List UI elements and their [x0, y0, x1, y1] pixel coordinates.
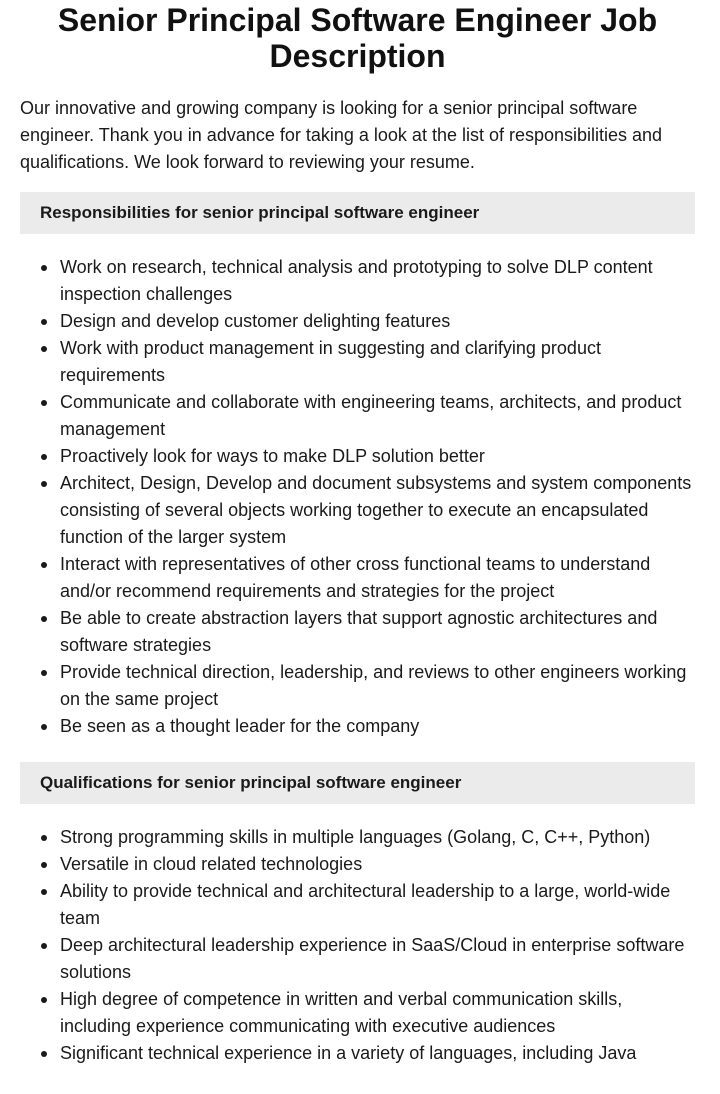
list-item-text: Communicate and collaborate with engineering teams, architects, and product management: [60, 392, 682, 439]
list-item: [60, 308, 695, 335]
list-item-text: Work with product management in suggesting and clarifying product requirements: [60, 338, 601, 385]
bullet-icon: [41, 724, 47, 730]
bullet-icon: [41, 1051, 47, 1057]
qualifications-list: [20, 824, 695, 1067]
responsibilities-list: [20, 254, 695, 740]
list-item-text: Be seen as a thought leader for the company: [60, 716, 420, 736]
list-item: [60, 443, 695, 470]
list-item-text: Architect, Design, Develop and document subsystems and system components consisting of several objects working together to execute an encapsulated function of the larger system: [60, 473, 692, 547]
list-item: [60, 986, 695, 1040]
bullet-icon: [41, 400, 47, 406]
intro-paragraph: Our innovative and growing company is looking for a senior principal software engineer. Thank you in advance for taking a look at the list of responsibilities and qualifications. We look forward to reviewing your resume.: [20, 98, 663, 172]
bullet-icon: [41, 616, 47, 622]
bullet-icon: [41, 997, 47, 1003]
bullet-icon: [41, 835, 47, 841]
qualifications-heading: Qualifications for senior principal software engineer: [20, 762, 695, 804]
list-item: [60, 878, 695, 932]
bullet-icon: [41, 319, 47, 325]
bullet-icon: [41, 943, 47, 949]
list-item-text: Work on research, technical analysis and prototyping to solve DLP content inspection challenges: [60, 257, 653, 304]
page-title: Senior Principal Software Engineer Job Description: [57, 2, 658, 74]
list-item: [60, 932, 695, 986]
list-item: [60, 389, 695, 443]
list-item-text: Proactively look for ways to make DLP solution better: [60, 446, 485, 466]
bullet-icon: [41, 454, 47, 460]
list-item: [60, 824, 695, 851]
bullet-icon: [41, 889, 47, 895]
bullet-icon: [41, 481, 47, 487]
list-item-text: Versatile in cloud related technologies: [60, 854, 363, 874]
list-item-text: Significant technical experience in a variety of languages, including Java: [60, 1043, 637, 1063]
list-item: [60, 851, 695, 878]
list-item-text: Deep architectural leadership experience in SaaS/Cloud in enterprise software solutions: [60, 935, 685, 982]
list-item-text: Interact with representatives of other cross functional teams to understand and/or recommend requirements and strategies for the project: [60, 554, 651, 601]
list-item-text: Provide technical direction, leadership, and reviews to other engineers working on the same project: [60, 662, 687, 709]
list-item: [60, 470, 695, 551]
list-item: [60, 659, 695, 713]
list-item: [60, 713, 695, 740]
list-item: [60, 551, 695, 605]
bullet-icon: [41, 862, 47, 868]
list-item-text: Strong programming skills in multiple languages (Golang, C, C++, Python): [60, 827, 651, 847]
list-item: [60, 605, 695, 659]
bullet-icon: [41, 346, 47, 352]
list-item-text: High degree of competence in written and verbal communication skills, including experience communicating with executive audiences: [60, 989, 623, 1036]
list-item: [60, 254, 695, 308]
list-item-text: Ability to provide technical and architectural leadership to a large, world-wide team: [60, 881, 671, 928]
bullet-icon: [41, 562, 47, 568]
list-item-text: Design and develop customer delighting features: [60, 311, 451, 331]
job-description-page: [20, 2, 695, 1067]
responsibilities-heading: Responsibilities for senior principal software engineer: [20, 192, 695, 234]
section-spacer: [20, 740, 695, 746]
list-item-text: Be able to create abstraction layers that support agnostic architectures and software strategies: [60, 608, 658, 655]
bullet-icon: [41, 670, 47, 676]
list-item: [60, 335, 695, 389]
bullet-icon: [41, 265, 47, 271]
list-item: [60, 1040, 695, 1067]
